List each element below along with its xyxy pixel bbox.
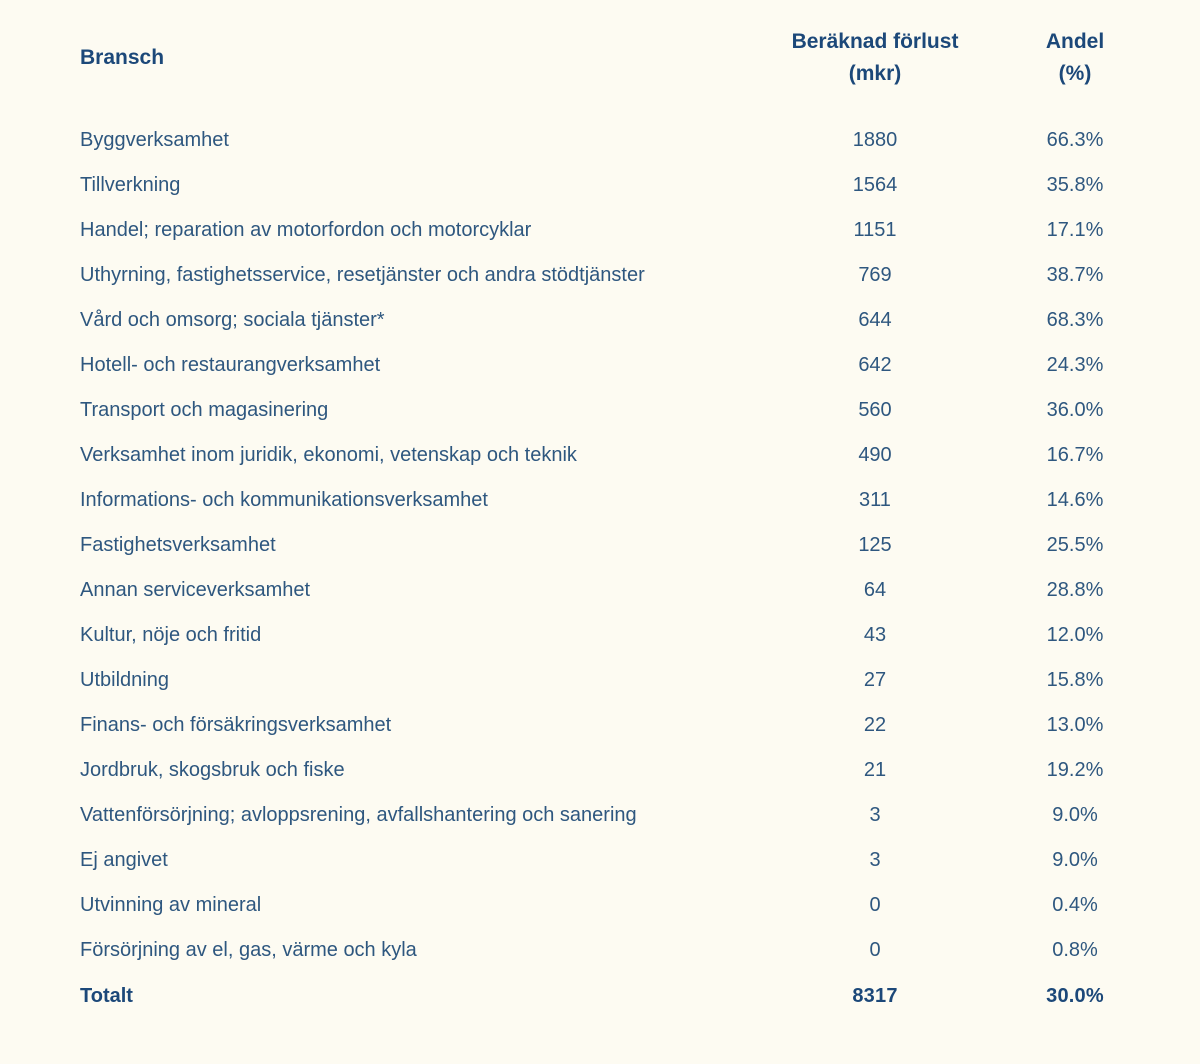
cell-bransch: Vattenförsörjning; avloppsrening, avfallshantering och sanering: [80, 804, 637, 826]
cell-bransch: Annan serviceverksamhet: [80, 579, 311, 601]
table-row: [80, 478, 1170, 523]
cell-andel: 14.6%: [1046, 489, 1104, 511]
column-header-andel-unit: (%): [1058, 62, 1092, 85]
cell-andel: 68.3%: [1046, 309, 1104, 331]
table-row: [80, 253, 1170, 298]
cell-bransch: Byggverksamhet: [80, 129, 229, 151]
cell-andel: 24.3%: [1046, 354, 1104, 376]
cell-bransch: Uthyrning, fastighetsservice, resetjänster och andra stödtjänster: [80, 264, 645, 286]
cell-forlust: 3: [869, 804, 881, 826]
table-row: [80, 838, 1170, 883]
table-header-row: [80, 0, 1170, 90]
table-row: [80, 163, 1170, 208]
cell-forlust: 0: [869, 939, 881, 961]
cell-bransch: Vård och omsorg; sociala tjänster*: [80, 309, 385, 331]
cell-forlust: 644: [858, 309, 892, 331]
table-row: [80, 568, 1170, 613]
cell-forlust: 3: [869, 849, 881, 871]
column-header-bransch-label: Bransch: [80, 46, 165, 69]
total-andel-value: 30.0%: [1046, 985, 1104, 1007]
cell-andel: 0.8%: [1052, 939, 1098, 961]
table-row: [80, 523, 1170, 568]
cell-andel: 25.5%: [1046, 534, 1104, 556]
table-row: [80, 208, 1170, 253]
table-row: [80, 298, 1170, 343]
cell-bransch: Utvinning av mineral: [80, 894, 262, 916]
total-forlust-value: 8317: [852, 985, 898, 1007]
cell-bransch: Verksamhet inom juridik, ekonomi, vetenskap och teknik: [80, 444, 577, 466]
cell-andel: 66.3%: [1046, 129, 1104, 151]
cell-forlust: 560: [858, 399, 892, 421]
column-header-forlust-unit: (mkr): [848, 62, 902, 85]
table-row: [80, 343, 1170, 388]
table-row: [80, 118, 1170, 163]
cell-forlust: 27: [863, 669, 887, 691]
cell-forlust: 769: [858, 264, 892, 286]
table-row: [80, 703, 1170, 748]
cell-andel: 9.0%: [1052, 804, 1098, 826]
cell-forlust: 1151: [853, 219, 897, 241]
cell-bransch: Fastighetsverksamhet: [80, 534, 276, 556]
cell-bransch: Hotell- och restaurangverksamhet: [80, 354, 381, 376]
cell-bransch: Finans- och försäkringsverksamhet: [80, 714, 392, 736]
cell-forlust: 0: [869, 894, 881, 916]
total-label: Totalt: [80, 985, 133, 1007]
cell-andel: 15.8%: [1046, 669, 1104, 691]
cell-andel: 12.0%: [1046, 624, 1104, 646]
cell-andel: 16.7%: [1046, 444, 1104, 466]
table-total-row: [80, 973, 1170, 1020]
table-row: [80, 883, 1170, 928]
cell-bransch: Tillverkning: [80, 174, 181, 196]
column-header-andel: [980, 26, 1170, 90]
cell-bransch: Jordbruk, skogsbruk och fiske: [80, 759, 345, 781]
table-row: [80, 793, 1170, 838]
table-row: [80, 748, 1170, 793]
cell-forlust: 311: [859, 489, 891, 511]
cell-andel: 28.8%: [1046, 579, 1104, 601]
table-row: [80, 613, 1170, 658]
cell-forlust: 1564: [852, 174, 898, 196]
cell-andel: 36.0%: [1046, 399, 1104, 421]
cell-forlust: 1880: [852, 129, 898, 151]
table-row: [80, 388, 1170, 433]
cell-forlust: 125: [858, 534, 892, 556]
table-row: [80, 433, 1170, 478]
cell-forlust: 64: [863, 579, 887, 601]
column-header-bransch: [80, 42, 770, 74]
cell-andel: 13.0%: [1046, 714, 1104, 736]
cell-forlust: 43: [863, 624, 887, 646]
cell-forlust: 21: [863, 759, 887, 781]
cell-forlust: 642: [858, 354, 892, 376]
column-header-andel-label: Andel: [1045, 30, 1105, 53]
cell-forlust: 490: [858, 444, 892, 466]
table-body: [80, 118, 1170, 973]
industry-loss-table: [80, 0, 1170, 1020]
cell-andel: 0.4%: [1052, 894, 1098, 916]
table-row: [80, 928, 1170, 973]
cell-bransch: Handel; reparation av motorfordon och motorcyklar: [80, 219, 532, 241]
table-row: [80, 658, 1170, 703]
cell-bransch: Utbildning: [80, 669, 169, 691]
column-header-forlust-label: Beräknad förlust: [791, 30, 959, 53]
cell-forlust: 22: [863, 714, 887, 736]
cell-bransch: Ej angivet: [80, 849, 168, 871]
cell-bransch: Försörjning av el, gas, värme och kyla: [80, 939, 417, 961]
cell-bransch: Transport och magasinering: [80, 399, 329, 421]
cell-bransch: Informations- och kommunikationsverksamhet: [80, 489, 488, 511]
cell-andel: 19.2%: [1046, 759, 1104, 781]
cell-andel: 35.8%: [1046, 174, 1104, 196]
cell-andel: 17.1%: [1046, 219, 1104, 241]
cell-andel: 9.0%: [1052, 849, 1098, 871]
cell-andel: 38.7%: [1046, 264, 1104, 286]
column-header-forlust: [770, 26, 980, 90]
cell-bransch: Kultur, nöje och fritid: [80, 624, 262, 646]
